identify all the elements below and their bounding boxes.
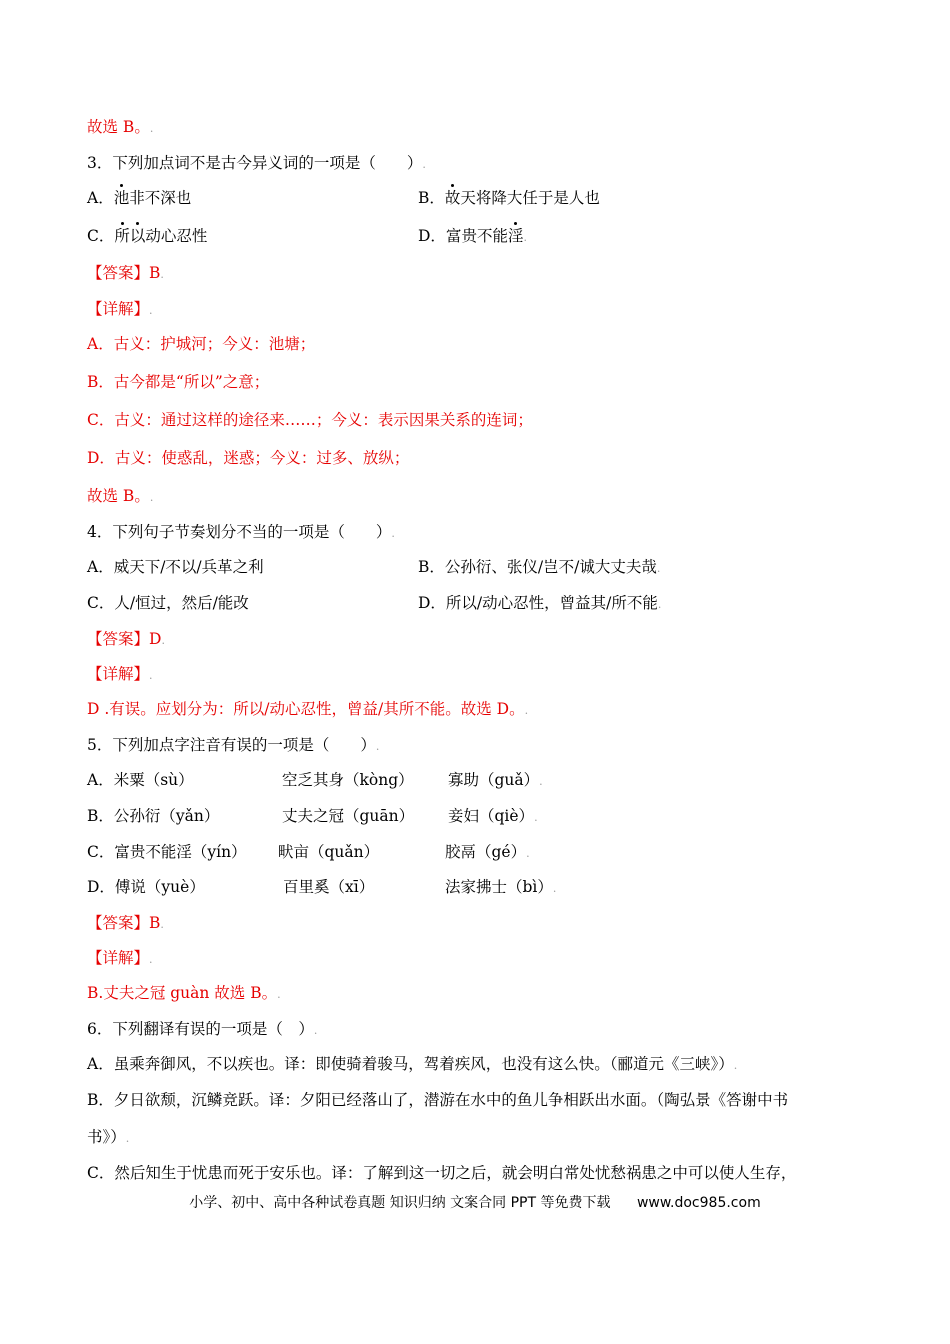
q3-detail-heading: 【详解】. — [87, 300, 153, 318]
q6-option-b-line-2: 书》）. — [87, 1128, 130, 1146]
q4-option-c: C．人/恒过，然后/能改 — [87, 594, 249, 612]
q5-row-d-item-1: D．傅说（yuè） — [87, 878, 205, 896]
q6-option-a: A．虽乘奔御风，不以疾也。译：即使骑着骏马，驾着疾风，也没有这么快。（郦道元《三峡》）. — [87, 1055, 738, 1073]
q3-option-b: B．故天将降大任于是人也 — [418, 189, 600, 207]
page-footer — [0, 1192, 950, 1212]
q5-stem: 5．下列加点字注音有误的一项是（ ）. — [87, 736, 380, 754]
footer-text: 小学、初中、高中各种试卷真题 知识归纳 文案合同 PPT 等免费下载 — [189, 1195, 611, 1211]
q5-row-a-item-1: A．米粟（sù） — [87, 771, 194, 789]
q3-option-d: D．富贵不能淫. — [418, 227, 527, 245]
q5-row-d-item-3: 法家拂士（bì）. — [445, 878, 557, 896]
q3-explanation-a: A．古义：护城河；今义：池塘； — [87, 335, 316, 353]
q5-row-c-item-1: C．富贵不能淫（yín） — [87, 843, 247, 861]
q5-row-b-item-3: 妾妇（qiè）. — [448, 807, 538, 825]
q6-option-c: C．然后知生于忧患而死于安乐也。译：了解到这一切之后，就会明白常处忧愁祸患之中可以使人生存， — [87, 1164, 797, 1182]
footer-url[interactable]: www.doc985.com — [636, 1195, 761, 1211]
q3-explanation-c: C．古义：通过这样的途径来……；今义：表示因果关系的连词； — [87, 411, 533, 429]
q4-stem: 4．下列句子节奏划分不当的一项是（ ）. — [87, 523, 395, 541]
q5-row-d-item-2: 百里奚（xī） — [283, 878, 375, 896]
q2-conclusion: 故选 B。. — [87, 118, 154, 136]
q5-row-a-item-2: 空乏其身（kòng） — [282, 771, 414, 789]
q5-explanation: B.丈夫之冠 guàn 故选 B。. — [87, 984, 281, 1002]
q3-explanation-b: B．古今都是“所以”之意； — [87, 373, 270, 391]
q3-explanation-d: D．古义：使惑乱，迷惑；今义：过多、放纵； — [87, 449, 410, 467]
q5-answer: 【答案】B. — [87, 914, 164, 932]
q3-option-a: A．池非不深也 — [87, 189, 192, 207]
q6-option-b-line-1: B．夕日欲颓，沉鳞竞跃。译：夕阳已经落山了，潜游在水中的鱼儿争相跃出水面。（陶弘景《答谢中书 — [87, 1091, 789, 1109]
q5-row-c-item-2: 畎亩（quǎn） — [278, 843, 380, 861]
q3-stem: 3．下列加点词不是古今异义词的一项是（ ）. — [87, 154, 426, 172]
q3-option-c: C．所以动心忍性 — [87, 227, 208, 245]
q5-row-c-item-3: 胶鬲（gé）. — [445, 843, 530, 861]
q4-option-b: B．公孙衍、张仪/岂不/诚大丈夫哉. — [418, 558, 661, 576]
q3-conclusion: 故选 B。. — [87, 487, 154, 505]
q5-row-b-item-2: 丈夫之冠（guān） — [282, 807, 415, 825]
q4-option-d: D．所以/动心忍性，曾益其/所不能. — [418, 594, 662, 612]
q4-detail-heading: 【详解】. — [87, 665, 153, 683]
q5-row-b-item-1: B．公孙衍（yǎn） — [87, 807, 220, 825]
q6-stem: 6．下列翻译有误的一项是（ ）. — [87, 1020, 318, 1038]
q3-answer: 【答案】B. — [87, 264, 164, 282]
q4-explanation: D .有误。应划分为：所以/动心忍性，曾益/其所不能。故选 D。. — [87, 700, 529, 718]
q5-detail-heading: 【详解】. — [87, 949, 153, 967]
q4-answer: 【答案】D. — [87, 630, 165, 648]
q5-row-a-item-3: 寡助（guǎ）. — [448, 771, 543, 789]
q4-option-a: A．威天下/不以/兵革之利 — [87, 558, 264, 576]
